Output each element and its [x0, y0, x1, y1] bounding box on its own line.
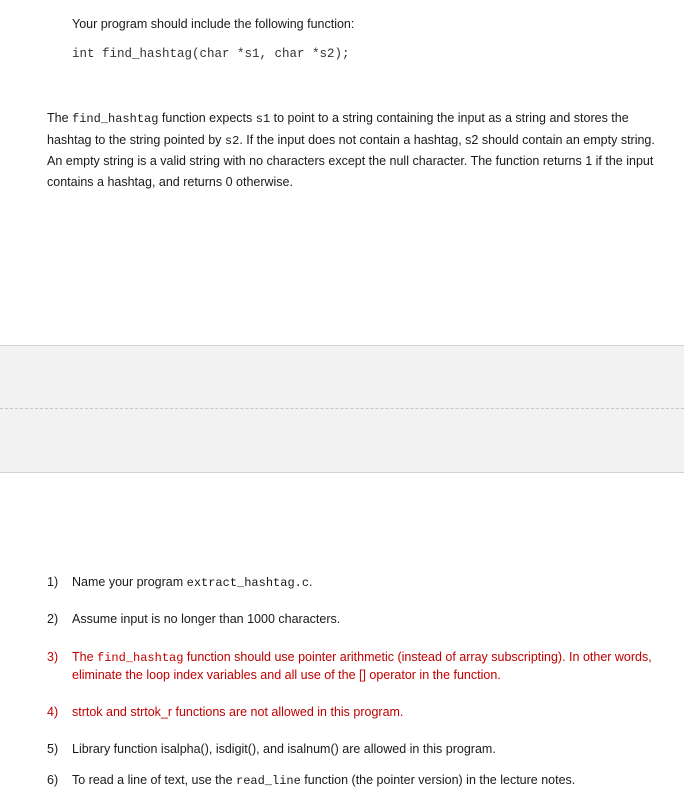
requirement-number: 2) [47, 612, 59, 626]
desc-code-s1: s1 [255, 112, 271, 126]
req-code: extract_hashtag.c [186, 576, 310, 590]
requirement-number: 1) [47, 575, 59, 589]
desc-text: The [47, 111, 73, 125]
description-paragraph [47, 108, 659, 192]
requirement-text: Assume input is no longer than 1000 characters. [72, 612, 341, 626]
req-text: The [72, 650, 98, 664]
desc-text: to point to a string containing the input as a string and stores the hashtag to the string pointed by [47, 111, 629, 147]
requirement-text: Library function isalpha(), isdigit(), and isalnum() are allowed in this program. [72, 742, 496, 756]
desc-code-s2: s2 [224, 133, 240, 148]
function-signature: int find_hashtag(char *s1, char *s2); [72, 47, 350, 61]
req-text: Name your program [72, 575, 187, 589]
requirement-number: 6) [47, 773, 59, 787]
requirement-text [72, 772, 667, 790]
requirement-text [72, 649, 667, 684]
req-code: read_line [236, 774, 301, 788]
req-text: function (the pointer version) in the lecture notes. [300, 773, 576, 787]
req-text: function should use pointer arithmetic (instead of array subscripting). In other words, eliminate the loop index variables and all use of the [] operator in the function. [72, 650, 652, 682]
separator-band [0, 345, 684, 473]
req-text: . [309, 575, 313, 589]
requirement-text: strtok and strtok_r functions are not allowed in this program. [72, 705, 404, 719]
requirement-number: 5) [47, 742, 59, 756]
requirement-number: 4) [47, 705, 59, 719]
req-text: To read a line of text, use the [72, 773, 236, 787]
requirement-text [72, 574, 667, 592]
desc-text: . If the input does not contain a hashtag, s2 should contain an empty string. An empty string is a valid string with no characters except the null character. The function returns 1 if the input contains a hashtag, and returns 0 otherwise. [47, 132, 655, 189]
requirement-number: 3) [47, 650, 59, 664]
intro-text: Your program should include the following function: [72, 17, 355, 31]
dashed-divider [0, 408, 684, 409]
req-code: find_hashtag [97, 651, 184, 665]
desc-text: function expects [158, 111, 256, 125]
desc-code-function: find_hashtag [72, 112, 159, 126]
